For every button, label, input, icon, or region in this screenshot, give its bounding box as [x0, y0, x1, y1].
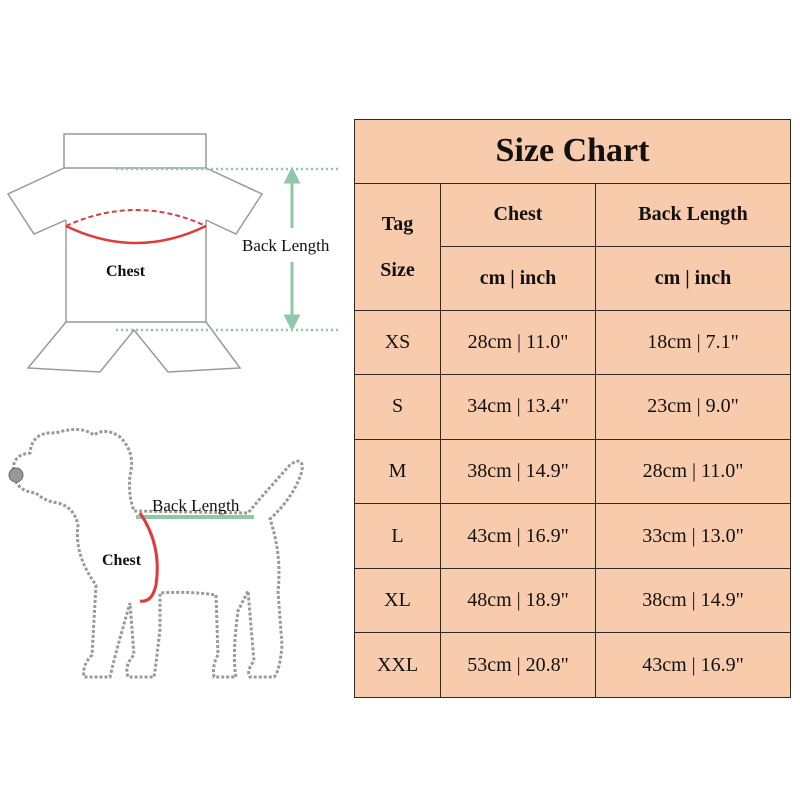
chest-cell: 38cm | 14.9": [441, 439, 596, 504]
tag-size-header: [355, 183, 441, 310]
dog-diagram: [0, 415, 355, 725]
size-cell: M: [355, 439, 441, 504]
dog-back-length-label: Back Length: [152, 496, 240, 515]
chest-cell: 28cm | 11.0": [441, 310, 596, 375]
table-row: [355, 439, 791, 504]
back-length-cell: 38cm | 14.9": [596, 568, 791, 633]
chest-cell: 43cm | 16.9": [441, 504, 596, 569]
title-row: [355, 120, 791, 184]
size-cell: XXL: [355, 633, 441, 698]
size-cell: L: [355, 504, 441, 569]
size-chart-title: Size Chart: [355, 120, 791, 184]
chest-units-header: cm | inch: [441, 247, 596, 311]
back-length-cell: 18cm | 7.1": [596, 310, 791, 375]
dog-chest-label: Chest: [102, 552, 142, 569]
back-length-cell: 33cm | 13.0": [596, 504, 791, 569]
back-length-cell: 43cm | 16.9": [596, 633, 791, 698]
shirt-back-length-label: Back Length: [242, 236, 330, 255]
table-row: [355, 310, 791, 375]
back-length-cell: 23cm | 9.0": [596, 375, 791, 440]
dog-chest-loop: [140, 513, 157, 601]
tag-header-line2: Size: [380, 258, 415, 281]
shirt-chest-label: Chest: [106, 263, 146, 280]
chest-cell: 53cm | 20.8": [441, 633, 596, 698]
dog-outline: [13, 429, 302, 677]
back-length-units-header: cm | inch: [596, 247, 791, 311]
chest-cell: 48cm | 18.9": [441, 568, 596, 633]
shirt-chest-back: [66, 210, 206, 226]
back-length-header: Back Length: [596, 183, 791, 247]
dog-nose: [9, 468, 23, 482]
table-row: [355, 375, 791, 440]
tag-header-line1: Tag: [381, 212, 414, 235]
table-row: [355, 568, 791, 633]
size-cell: XL: [355, 568, 441, 633]
header-row-1: [355, 183, 791, 247]
size-cell: XS: [355, 310, 441, 375]
table-row: [355, 633, 791, 698]
shirt-chest-front: [66, 226, 206, 243]
back-length-cell: 28cm | 11.0": [596, 439, 791, 504]
shirt-diagram: [0, 110, 355, 400]
chest-header: Chest: [441, 183, 596, 247]
table-row: [355, 504, 791, 569]
size-chart-table: [354, 119, 791, 698]
size-cell: S: [355, 375, 441, 440]
shirt-outline: [8, 134, 262, 372]
chest-cell: 34cm | 13.4": [441, 375, 596, 440]
